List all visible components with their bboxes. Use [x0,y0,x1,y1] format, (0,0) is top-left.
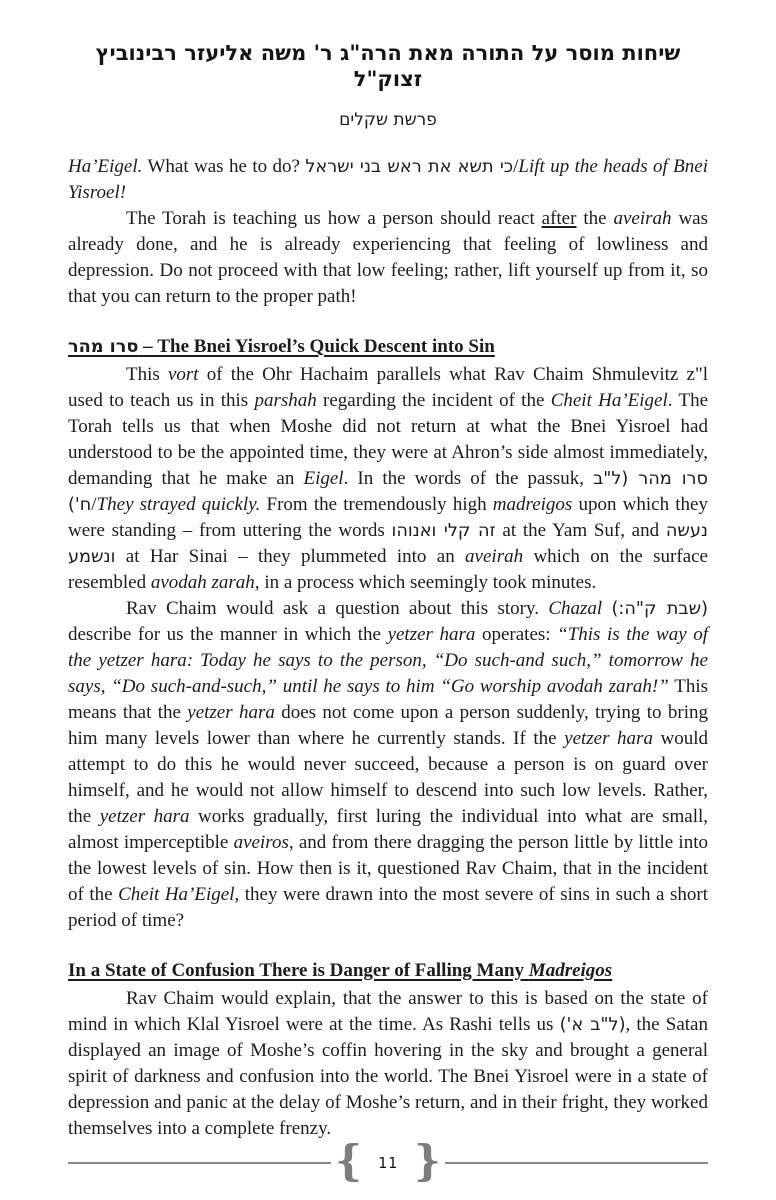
text-run: yetzer hara [387,623,476,645]
footer-rule-right [445,1162,708,1164]
text-run: “This is the way of the yetzer hara: Today he says to the person, “Do such-and such,” tomorrow he says, “Do such-and-such,” until he says to him “Go worship avodah zarah!” [68,623,709,697]
text-run: parshah [254,389,317,411]
text-run: What was he to do? [142,155,306,177]
footer-rule-left [68,1162,331,1164]
text-run: the [576,207,614,229]
text-run: avodah zarah, [150,571,260,593]
text-run: describe for us the manner in which the [68,623,388,645]
text-run: upon which they were standing – from uttering the words [68,493,708,541]
paragraph [68,154,708,206]
page-footer [68,1136,708,1185]
paragraph [68,596,708,934]
hebrew-text-run: כי תשא את ראש בני ישראל [305,156,514,177]
text-run: works gradually, first luring the individual into what are small, almost imperceptible [68,805,709,853]
text-run: of the Ohr Hachaim parallels what Rav Chaim Shmulevitz z"l used to teach us in this [68,363,708,411]
text-run: vort [167,363,199,385]
text-run: Chazal [548,597,603,619]
text-run: Madreigos [528,959,613,981]
text-run: This means that the [68,675,708,723]
text-run: after [541,207,577,229]
text-run: , they were drawn into the most severe of sins in such a short period of time? [68,883,708,931]
text-run: at Har Sinai – they plummeted into an [115,545,466,567]
text-run: Rav Chaim would ask a question about this story. [126,597,549,619]
paragraph [68,986,708,1142]
section-heading [68,958,708,984]
text-run: Ha’Eigel. [68,155,143,177]
text-run: Cheit Ha’Eigel [118,883,235,905]
document-body [68,154,708,1142]
text-run: The Torah is teaching us how a person should react [126,207,542,229]
hebrew-text-run: נעשה ונשמע [68,520,708,567]
text-run: , and from there dragging the person little by little into the lowest levels of sin. How then is it, questioned Rav Chaim, that in the incident of the [68,831,708,905]
hebrew-text-run: סרו מהר (ל"ב ח') [68,468,708,515]
right-brace-glyph: } [414,1136,442,1185]
hebrew-text-run: סרו מהר [68,336,139,357]
text-run: in a process which seemingly took minutes. [259,571,597,593]
text-run: yetzer hara [564,727,653,749]
section-heading [68,334,708,360]
text-run: They strayed quickly. [96,493,261,515]
text-run: aveiros [233,831,289,853]
hebrew-text-run: (שבת ק"ה:) [611,598,708,619]
text-run: operates: [475,623,558,645]
hebrew-title: שיחות מוסר על התורה מאת הרה"ג ר' משה אליעזר רבינוביץ זצוק"ל [95,41,681,92]
text-run: was already done, and he is already experiencing that feeling of lowliness and depression. Do not proceed with that low feeling; rather, lift yourself up from it, so that you can return to the proper path! [68,207,708,307]
text-run: madreigos [492,493,573,515]
hebrew-text-run: זה קלי ואנוהו [391,520,496,541]
parsha-subtitle: פרשת שקלים [339,109,437,130]
text-run: . The Torah tells us that when Moshe did not return at what the Bnei Yisroel had understood to be the appointed time, they were at Ahron’s side almost immediately, demanding that he make an [68,389,709,489]
paragraph [68,206,708,310]
text-run: which on the surface resembled [68,545,708,593]
text-run: at the Yam Suf, and [495,519,666,541]
text-run: Eigel [303,467,344,489]
text-run: , the Satan displayed an image of Moshe’s coffin hovering in the sky and brought a general spirit of darkness and confusion into the world. The Bnei Yisroel were in a state of depression and panic at the delay of Moshe’s return, and in their fright, they worked themselves into a complete frenzy. [68,1013,708,1139]
text-run: aveirah [465,545,524,567]
hebrew-text-run: (ל"ב א') [559,1014,626,1035]
page-number: 11 [377,1154,399,1172]
text-run: / [91,493,97,515]
text-run: From the tremendously high [260,493,493,515]
text-run: In a State of Confusion There is Danger of Falling Many [68,959,529,981]
text-run: Lift up the heads of Bnei Yisroel! [68,155,709,203]
text-run: yetzer hara [99,805,190,827]
text-run: regarding the incident of the [316,389,551,411]
text-run: would attempt to do this he would never succeed, because a person is on guard over himself, and he would not allow himself to descend into such low levels. Rather, the [68,727,709,827]
left-brace-glyph: { [334,1136,362,1185]
text-run: / [513,155,519,177]
paragraph [68,362,708,596]
text-run: yetzer hara [187,701,275,723]
text-run: does not come upon a person suddenly, trying to bring him many levels lower than where he currently stands. If the [68,701,708,749]
text-run [602,598,611,619]
text-run: – The Bnei Yisroel’s Quick Descent into Sin [138,335,495,357]
text-run: This [126,363,168,385]
page-header [68,40,708,130]
text-run: Cheit Ha’Eigel [550,389,668,411]
text-run: Rav Chaim would explain, that the answer to this is based on the state of mind in which Klal Yisroel were at the time. As Rashi tells us [68,987,708,1035]
text-run: aveirah [613,207,672,229]
text-run: . In the words of the passuk, [343,467,594,489]
